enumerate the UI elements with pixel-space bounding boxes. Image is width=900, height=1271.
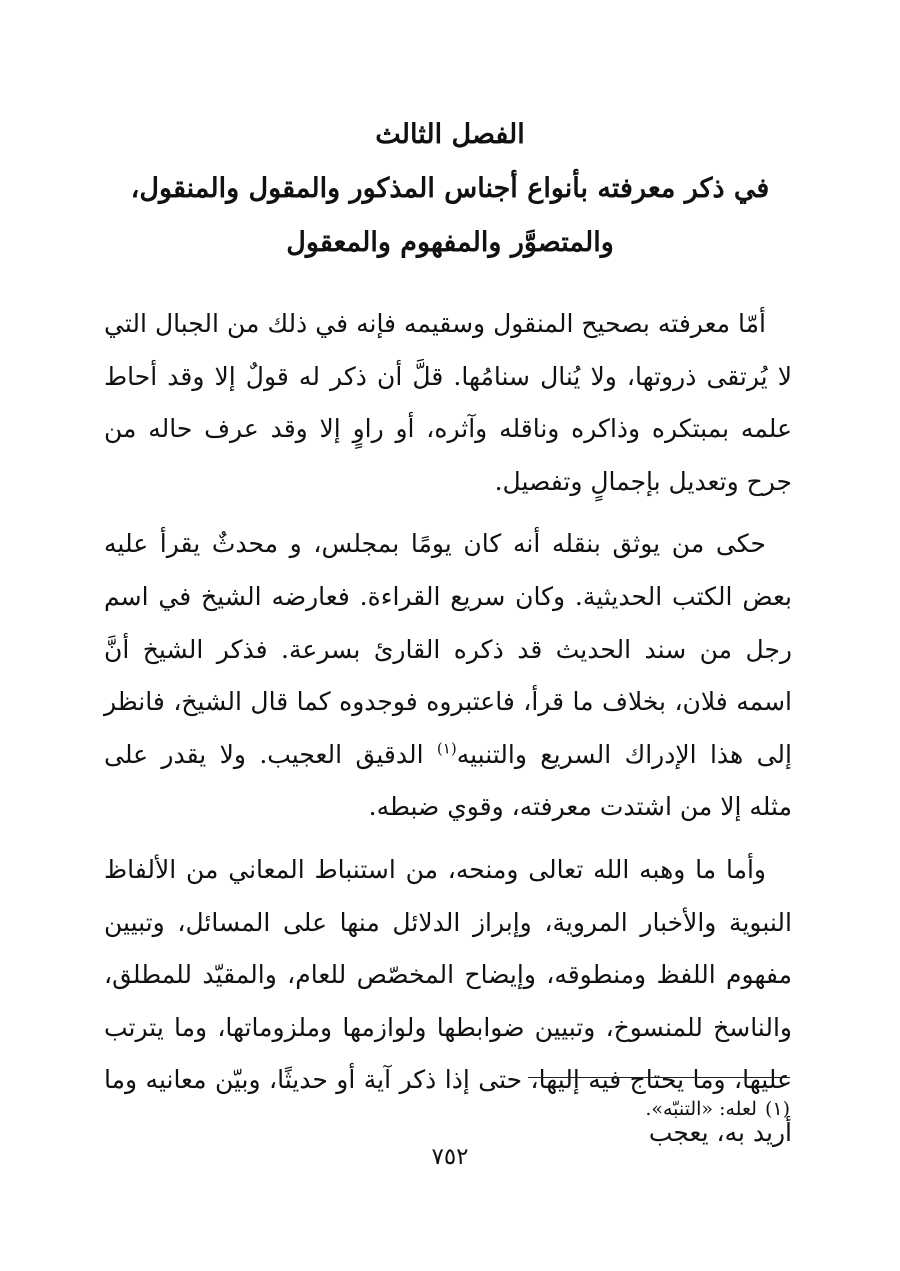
- chapter-subtitle-line-1: في ذكر معرفته بأنواع أجناس المذكور والمقول والمنقول،: [130, 173, 770, 204]
- paragraph-2: [104, 518, 792, 834]
- chapter-title: الفصل الثالث: [375, 119, 525, 150]
- footnote-number: (١): [764, 1098, 790, 1120]
- footnote-separator: [528, 1077, 790, 1078]
- chapter-heading: [100, 108, 800, 270]
- footnote-text: لعله: «التنبّه».: [645, 1098, 757, 1120]
- body-text: [104, 298, 792, 1170]
- footnote-reference-marker: (١): [436, 739, 457, 758]
- paragraph-3: وأما ما وهبه الله تعالى ومنحه، من استنباط المعاني من الألفاظ النبوية والأخبار المروية، وإبراز الدلائل منها على المسائل، وتبيين مفهوم اللفظ ومنطوقه، وإيضاح المخصّص للعام، والمقيّد للمطلق، والناسخ للمنسوخ، وتبيين ضوابطها ولوازمها وملزوماتها، وما يترتب عليها، وما يحتاج فيه إليها، حتى إذا ذكر آية أو حديثًا، وبيّن معانيه وما أريد به، يعجب: [104, 854, 792, 1147]
- paragraph-1: أمّا معرفته بصحيح المنقول وسقيمه فإنه في ذلك من الجبال التي لا يُرتقى ذروتها، ولا يُنال سنامُها. قلَّ أن ذكر له قولٌ إلا وقد أحاط علمه بمبتكره وذاكره وناقله وآثره، أو راوٍ إلا وقد عرف حاله من جرح وتعديل بإجمالٍ وتفصيل.: [104, 309, 792, 496]
- paragraph-2-after-note: الدقيق العجيب. ولا يقدر على مثله إلا من اشتدت معرفته، وقوي ضبطه.: [104, 739, 792, 822]
- paragraph-2-before-note: حكى من يوثق بنقله أنه كان يومًا بمجلس، و محدثٌ يقرأ عليه بعض الكتب الحديثية. وكان سريع القراءة. فعارضه الشيخ في اسم رجل من سند الحديث قد ذكره القارئ بسرعة. فذكر الشيخ أنَّ اسمه فلان، بخلاف ما قرأ، فاعتبروه فوجدوه كما قال الشيخ، فانظر إلى هذا الإدراك السريع والتنبيه: [104, 529, 792, 769]
- chapter-subtitle-line-2: والمتصوَّر والمفهوم والمعقول: [286, 227, 614, 258]
- page-number: ٧٥٢: [431, 1144, 469, 1170]
- footnote: [290, 1096, 790, 1122]
